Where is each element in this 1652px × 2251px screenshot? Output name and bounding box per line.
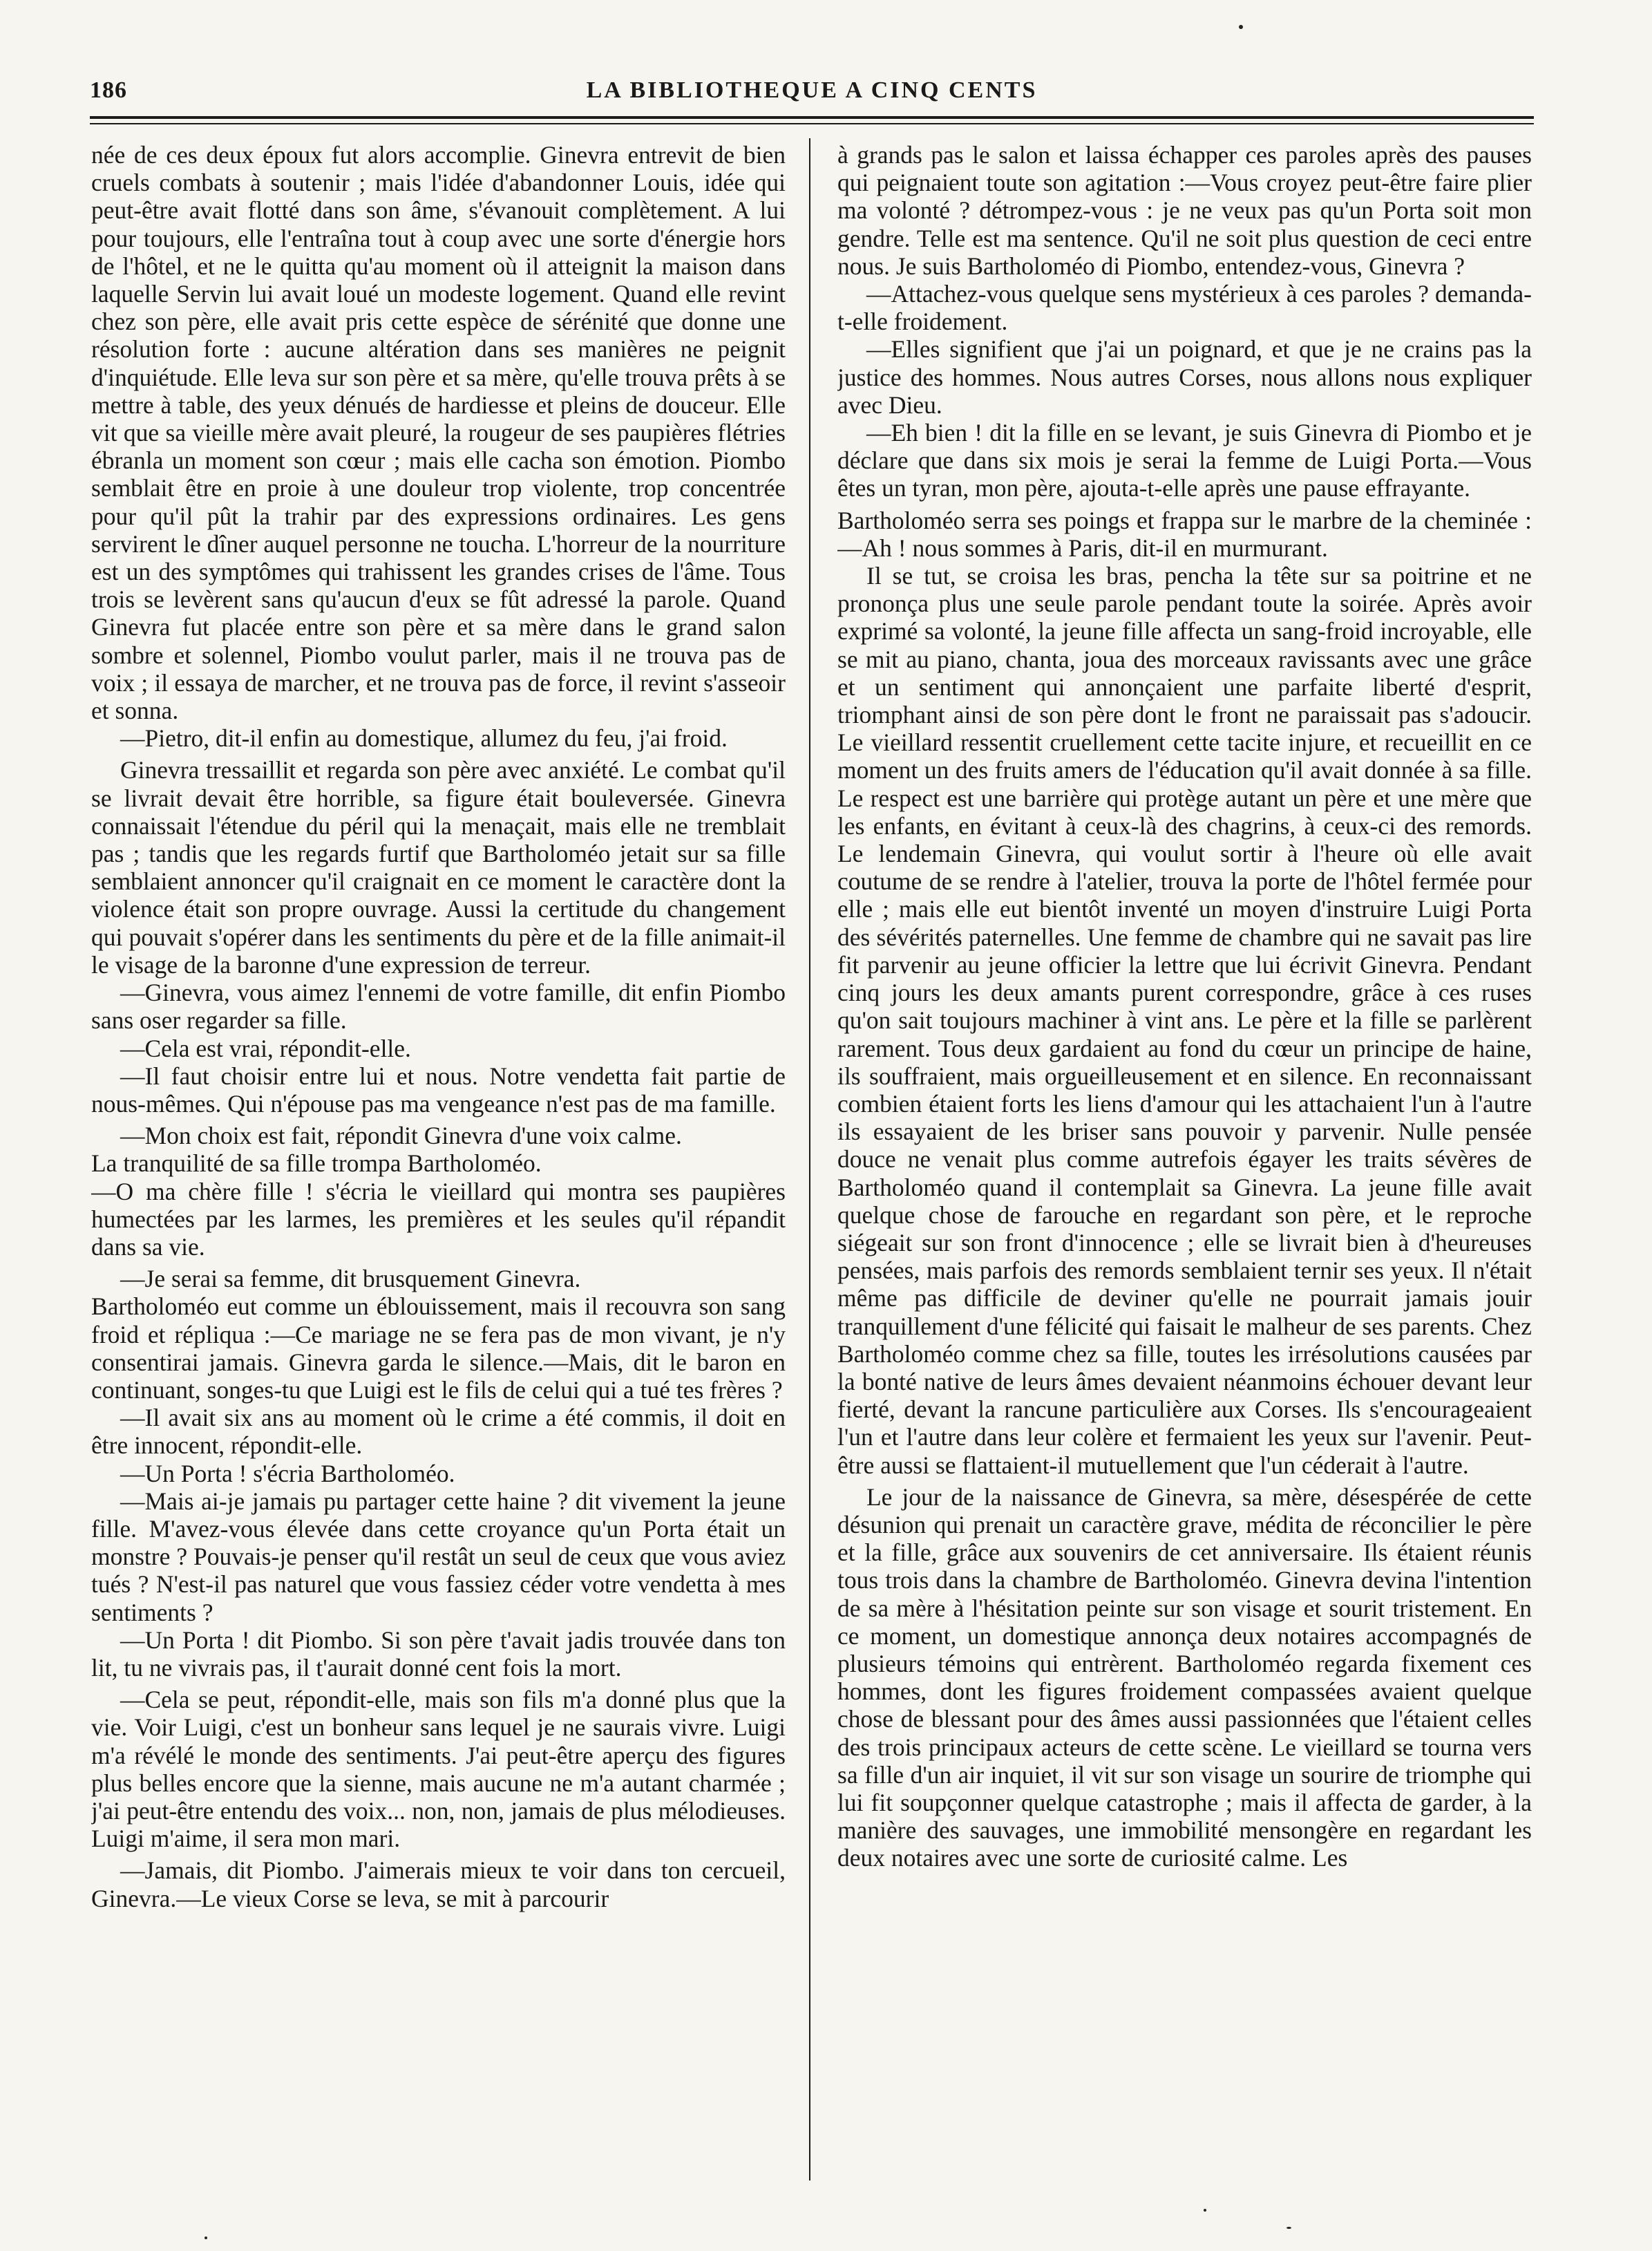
header-rule-thick (90, 116, 1534, 119)
paragraph: —O ma chère fille ! s'écria le vieillard qui montra ses paupières humectées par les larmes, les premières et les seules qu'il répandit dans sa vie. (91, 1177, 786, 1261)
paragraph: —Ginevra, vous aimez l'ennemi de votre famille, dit enfin Piombo sans oser regarder sa fille. (91, 979, 786, 1035)
header-rule-thin (90, 123, 1534, 124)
paragraph: Il se tut, se croisa les bras, pencha la tête sur sa poitrine et ne prononça plus une seule parole pendant toute la soirée. Après avoir exprimé sa volonté, la jeune fille affecta un sang-froid incroyable, elle se mit au piano, chanta, joua des morceaux ravissants avec une grâce et un sentiment qui annonçaient une parfaite liberté d'esprit, triomphant ainsi de son père dont le front ne paraissait pas s'adoucir. Le vieillard ressentit cruellement cette tacite injure, et recueillit en ce moment un des fruits amers de l'éducation qu'il avait donnée à sa fille. Le respect est une barrière qui protège autant un père et une mère que les enfants, en évitant à ceux-là des chagrins, à ceux-ci des remords. Le lendemain Ginevra, qui voulut sortir à l'heure où elle avait coutume de se rendre à l'atelier, trouva la porte de l'hôtel fermée pour elle ; mais elle eut bientôt inventé un moyen d'instruire Luigi Porta des sévérités paternelles. Une femme de chambre qui ne savait pas lire fit parvenir au jeune officier la lettre que lui écrivit Ginevra. Pendant cinq jours les deux amants purent correspondre, grâce à ces ruses qu'on sait toujours machiner à vint ans. Le père et la fille se parlèrent rarement. Tous deux gardaient au fond du cœur un principe de haine, ils souffraient, mais orgueilleusement et en silence. En reconnaissant combien étaient forts les liens d'amour qui les attachaient l'un à l'autre ils essayaient de les briser sans pouvoir y parvenir. Nulle pensée douce ne venait plus comme autrefois égayer les traits sévères de Bartholoméo quand il contemplait sa Ginevra. La jeune fille avait quelque chose de farouche en regardant son père, et le reproche siégeait sur son front d'innocence ; elle se livrait bien à d'heureuses pensées, mais parfois des remords semblaient ternir ses yeux. Il n'était même pas difficile de deviner qu'elle ne pourrait jamais jouir tranquillement d'une félicité qui faisait le malheur de ses parents. Chez Bartholoméo comme chez sa fille, toutes les irrésolutions causées par la bonté native de leurs âmes devaient néanmoins échouer devant leur fierté, devant la rancune particulière aux Corses. Ils s'encourageaient l'un et l'autre dans leur colère et fermaient les yeux sur l'avenir. Peut-être aussi se flattaient-il mutuellement que l'un céderait à l'autre. (837, 562, 1532, 1479)
paragraph: —Il avait six ans au moment où le crime a été commis, il doit en être innocent, répondit-elle. (91, 1404, 786, 1460)
paragraph: Bartholoméo eut comme un éblouissement, mais il recouvra son sang froid et répliqua :—Ce mariage ne se fera pas de mon vivant, je n'y consentirai jamais. Ginevra garda le silence.—Mais, dit le baron en continuant, songes-tu que Luigi est le fils de celui qui a tué tes frères ? (91, 1292, 786, 1404)
paragraph: —Pietro, dit-il enfin au domestique, allumez du feu, j'ai froid. (120, 724, 728, 753)
paragraph: —Un Porta ! dit Piombo. Si son père t'avait jadis trouvée dans ton lit, tu ne vivrais pas, il t'aurait donné cent fois la mort. (91, 1626, 786, 1682)
left-column (91, 141, 786, 2187)
paragraph: Le jour de la naissance de Ginevra, sa mère, désespérée de cette désunion qui prenait un caractère grave, médita de réconcilier le père et la fille, grâce aux souvenirs de cet anniversaire. Ils étaient réunis tous trois dans la chambre de Bartholoméo. Ginevra devina l'intention de sa mère à l'hésitation peinte sur son visage et sourit tristement. En ce moment, un domestique annonça deux notaires accompagnés de plusieurs témoins qui entrèrent. Bartholoméo regarda fixement ces hommes, dont les figures froidement compassées avaient quelque chose de blessant pour des âmes aussi passionnées que l'étaient celles des trois principaux acteurs de cette scène. Le vieillard se tourna vers sa fille d'un air inquiet, il vit sur son visage un sourire de triomphe qui lui fit soupçonner quelque catastrophe ; mais il affecta de garder, à la manière des sauvages, une immobilité mensongère en regardant les deux notaires avec une sorte de curiosité calme. Les (837, 1482, 1532, 1872)
paragraph: La tranquilité de sa fille trompa Bartholoméo. (91, 1149, 542, 1178)
column-divider (809, 138, 810, 2181)
paragraph: —Cela se peut, répondit-elle, mais son fils m'a donné plus que la vie. Voir Luigi, c'est un bonheur sans lequel je ne saurais vivre. Luigi m'a révélé le monde des sentiments. J'ai peut-être aperçu des figures plus belles encore que la sienne, mais aucune ne m'a autant charmée ; j'ai peut-être entendu des voix... non, non, jamais de plus mélodieuses. Luigi m'aime, il sera mon mari. (91, 1686, 786, 1853)
paragraph: —Mon choix est fait, répondit Ginevra d'une voix calme. (120, 1122, 682, 1150)
paragraph: —Attachez-vous quelque sens mystérieux à ces paroles ? demanda-t-elle froidement. (837, 280, 1532, 336)
paragraph: née de ces deux époux fut alors accomplie. Ginevra entrevit de bien cruels combats à soutenir ; mais l'idée d'abandonner Louis, idée qui peut-être avait flotté dans son âme, s'évanouit complètement. A lui pour toujours, elle l'entraîna tout à coup avec une sorte d'énergie hors de l'hôtel, et ne le quitta qu'au moment où il atteignit la maison dans laquelle Servin lui avait loué un modeste logement. Quand elle revint chez son père, elle avait pris cette espèce de sérénité que donne une résolution forte : aucune altération dans ses manières ne peignit d'inquiétude. Elle leva sur son père et sa mère, qu'elle trouva prêts à se mettre à table, des yeux dénués de hardiesse et pleins de douceur. Elle vit que sa vieille mère avait pleuré, la rougeur de ses paupières flétries ébranla un moment son cœur ; mais elle cacha son émotion. Piombo semblait être en proie à une douleur trop violente, trop concentrée pour qu'il pût la trahir par des expressions ordinaires. Les gens servirent le dîner auquel personne ne toucha. L'horreur de la nourriture est un des symptômes qui trahissent les grandes crises de l'âme. Tous trois se levèrent sans qu'aucun d'eux se fût adressé la parole. Quand Ginevra fut placée entre son père et sa mère dans le grand salon sombre et solennel, Piombo voulut parler, mais il ne trouva pas de voix ; il essaya de marcher, et ne trouva pas de force, il revint s'asseoir et sonna. (91, 141, 786, 725)
running-title: LA BIBLIOTHEQUE A CINQ CENTS (586, 77, 1038, 103)
paragraph: —Cela est vrai, répondit-elle. (120, 1034, 411, 1062)
paragraph: à grands pas le salon et laissa échapper ces paroles après des pauses qui peignaient toute son agitation :—Vous croyez peut-être faire plier ma volonté ? détrompez-vous : je ne veux pas qu'un Porta soit mon gendre. Telle est ma sentence. Qu'il ne soit plus question de ceci entre nous. Je suis Bartholoméo di Piombo, entendez-vous, Ginevra ? (837, 141, 1532, 280)
paragraph: —Eh bien ! dit la fille en se levant, je suis Ginevra di Piombo et je déclare que dans six mois je serai la femme de Luigi Porta.—Vous êtes un tyran, mon père, ajouta-t-elle après une pause effrayante. (837, 419, 1532, 502)
paragraph: Ginevra tressaillit et regarda son père avec anxiété. Le combat qu'il se livrait devait être horrible, sa figure était bouleversée. Ginevra connaissait l'étendue du péril qui la menaçait, mais elle ne tremblait pas ; tandis que les regards furtif que Bartholoméo jetait sur sa fille semblaient annoncer qu'il craignait en ce moment le caractère dont la violence était son propre ouvrage. Aussi la certitude du changement qui pouvait s'opérer dans les sentiments du père et de la fille animait-il le visage de la baronne d'une expression de terreur. (91, 756, 786, 979)
ink-speck (205, 2236, 207, 2239)
paragraph: —Mais ai-je jamais pu partager cette haine ? dit vivement la jeune fille. M'avez-vous élevée dans cette croyance qu'un Porta était un monstre ? Pouvais-je penser qu'il restât un seul de ceux que vous aviez tués ? N'est-il pas naturel que vous fassiez céder votre vendetta à mes sentiments ? (91, 1487, 786, 1626)
ink-speck (1287, 2227, 1291, 2229)
paragraph: —Elles signifient que j'ai un poignard, et que je ne crains pas la justice des hommes. Nous autres Corses, nous allons nous expliquer avec Dieu. (837, 335, 1532, 419)
page-number: 186 (90, 77, 127, 103)
paragraph: —Il faut choisir entre lui et nous. Notre vendetta fait partie de nous-mêmes. Qui n'épouse pas ma vengeance n'est pas de ma famille. (91, 1062, 786, 1118)
right-column (837, 141, 1532, 2187)
ink-speck (1239, 25, 1243, 29)
paragraph: —Un Porta ! s'écria Bartholoméo. (120, 1459, 455, 1487)
paragraph: —Jamais, dit Piombo. J'aimerais mieux te voir dans ton cercueil, Ginevra.—Le vieux Corse se leva, se mit à parcourir (91, 1856, 786, 1912)
ink-speck (1204, 2209, 1206, 2212)
page-header (90, 77, 1534, 119)
paragraph: Bartholoméo serra ses poings et frappa sur le marbre de la cheminée :—Ah ! nous sommes à Paris, dit-il en murmurant. (837, 506, 1532, 562)
paragraph: —Je serai sa femme, dit brusquement Ginevra. (120, 1265, 581, 1293)
